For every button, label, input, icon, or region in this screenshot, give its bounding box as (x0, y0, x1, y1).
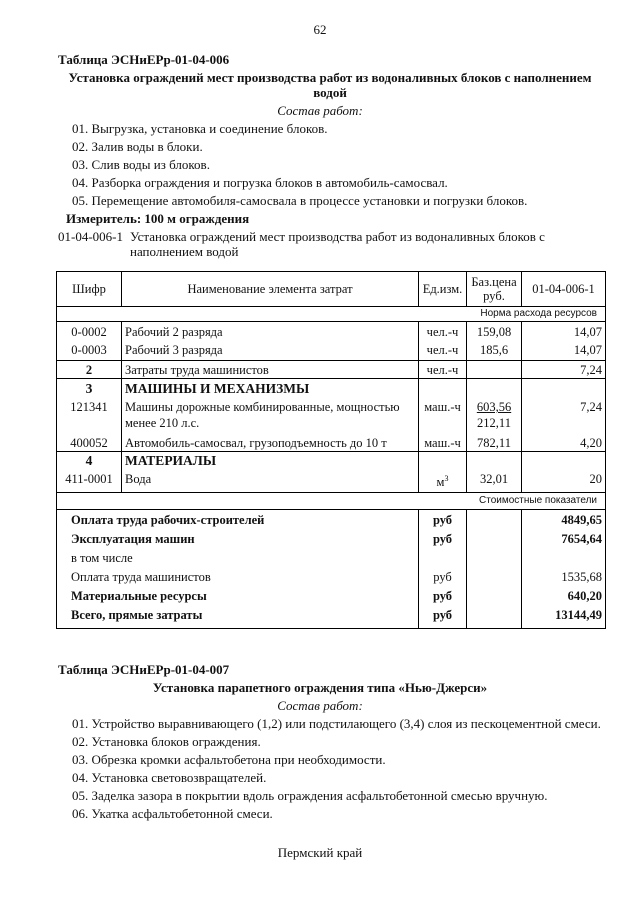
norm-caption-row (57, 307, 606, 322)
table2-composition-label: Состав работ: (277, 698, 363, 713)
table1-step: 04. Разборка ограждения и погрузка блоков в автомобиль-самосвал. (72, 175, 448, 190)
table2-step: 06. Укатка асфальтобетонной смеси. (72, 806, 273, 821)
header-norm: 01-04-006-1 (522, 272, 606, 307)
cost-row: Материальные ресурсы руб 640,20 (57, 585, 606, 604)
cost-caption-row (57, 493, 606, 510)
cost-row: в том числе (57, 547, 606, 566)
section-row-materials: 4 МАТЕРИАЛЫ (57, 452, 606, 470)
cost-caption: Стоимостные показатели (57, 493, 606, 510)
table2-heading: Установка парапетного ограждения типа «Нью-Джерси» (152, 680, 488, 695)
header-name: Наименование элемента затрат (122, 272, 419, 307)
table-row: 121341 Машины дорожные комбинированные, мощностью менее 210 л.с. маш.-ч 603,56 212,11 7,24 (57, 397, 606, 431)
cost-row: Всего, прямые затраты руб 13144,49 (57, 604, 606, 629)
table1-heading-line1: Установка ограждений мест производства работ из водоналивных блоков с наполнением (68, 70, 592, 85)
page-footer: Пермский край (277, 845, 363, 860)
table1-meter: Измеритель: 100 м ограждения (66, 211, 250, 226)
table2-step: 03. Обрезка кромки асфальтобетона при необходимости. (72, 752, 386, 767)
norm-caption: Норма расхода ресурсов (57, 307, 606, 322)
header-unit: Ед.изм. (419, 272, 467, 307)
header-price: Баз.цена руб. (467, 272, 522, 307)
table2-step: 01. Устройство выравнивающего (1,2) или подстилающего (3,4) слоя из пескоцементной смеси. (72, 716, 601, 731)
cost-row: Эксплуатация машин руб 7654,64 (57, 528, 606, 547)
header-code: Шифр (57, 272, 122, 307)
table-row: 0-0002 Рабочий 2 разряда чел.-ч 159,08 14,07 (57, 322, 606, 341)
table-row: 411-0001 Вода $м^3$ 32,01 20 (57, 469, 606, 493)
page-number: 62 (313, 22, 327, 37)
table1-code-desc-line1: Установка ограждений мест производства работ из водоналивных блоков с (130, 229, 545, 244)
table1-composition-label: Состав работ: (277, 103, 363, 118)
cost-row: Оплата труда рабочих-строителей руб 4849,65 (57, 510, 606, 529)
table-row: 400052 Автомобиль-самосвал, грузоподъемность до 10 т маш.-ч 782,11 4,20 (57, 431, 606, 452)
table1-code-desc-line2: наполнением водой (130, 244, 239, 259)
table2-step: 04. Установка световозвращателей. (72, 770, 267, 785)
table-row: 2 Затраты труда машинистов чел.-ч 7,24 (57, 361, 606, 379)
table-row: 0-0003 Рабочий 3 разряда чел.-ч 185,6 14,07 (57, 340, 606, 361)
cost-row: Оплата труда машинистов руб 1535,68 (57, 566, 606, 585)
section-row-machines: 3 МАШИНЫ И МЕХАНИЗМЫ (57, 379, 606, 398)
table1-heading-line2: водой (313, 85, 347, 100)
table1-title: Таблица ЭСНиЕРр-01-04-006 (58, 52, 230, 67)
resource-table (56, 271, 606, 629)
table1-code-ref: 01-04-006-1 (58, 229, 123, 244)
table2-step: 02. Установка блоков ограждения. (72, 734, 261, 749)
table1-step: 05. Перемещение автомобиля-самосвала в процессе установки и погрузки блоков. (72, 193, 528, 208)
table1-step: 03. Слив воды из блоков. (72, 157, 210, 172)
table1-step: 02. Залив воды в блоки. (72, 139, 203, 154)
table2-title: Таблица ЭСНиЕРр-01-04-007 (58, 662, 230, 677)
table-header-row (57, 272, 606, 307)
table2-step: 05. Заделка зазора в покрытии вдоль ограждения асфальтобетонной смесью вручную. (72, 788, 548, 803)
table1-step: 01. Выгрузка, установка и соединение блоков. (72, 121, 328, 136)
